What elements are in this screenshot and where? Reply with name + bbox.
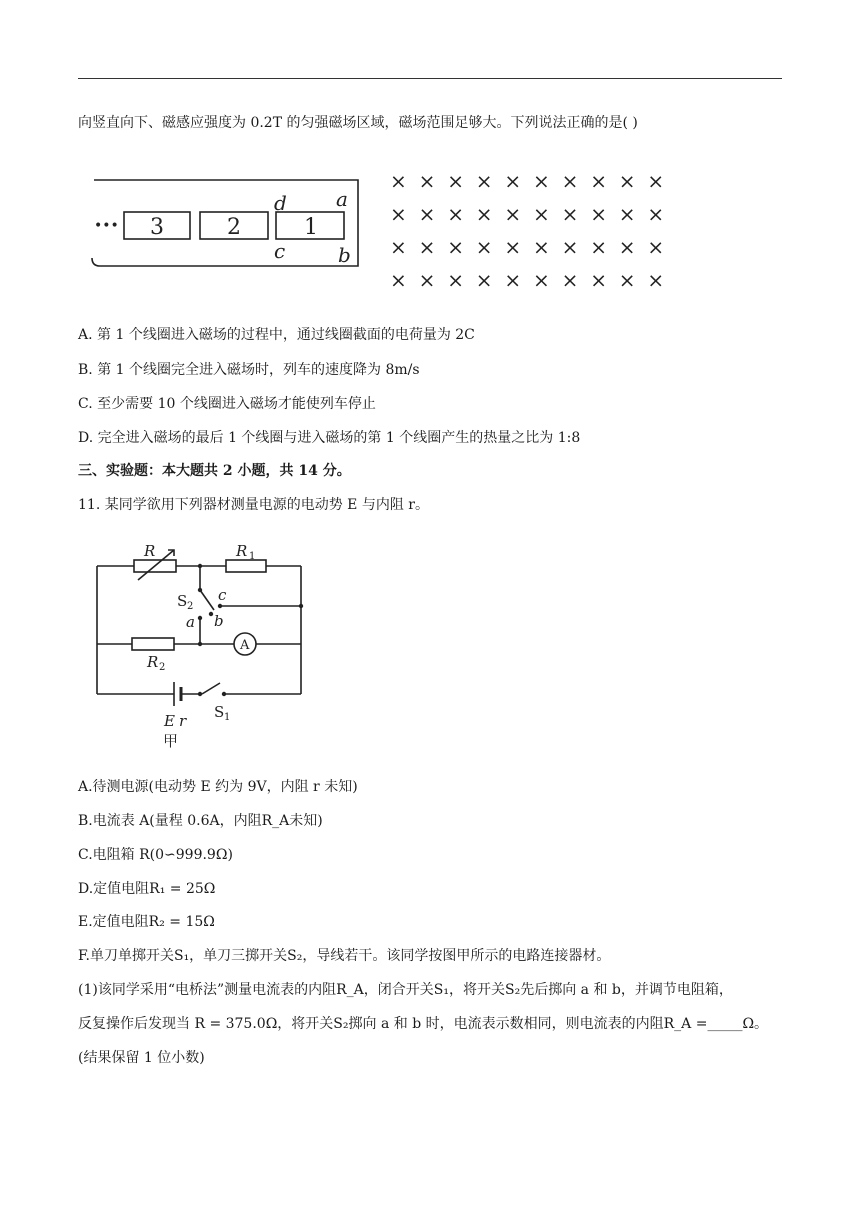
- question-intro-line: 向竖直向下、磁感应强度为 0.2T 的匀强磁场区域，磁场范围足够大。下列说法正确的是( ): [78, 115, 638, 131]
- equipment-d: D.定值电阻R₁ = 25Ω: [78, 881, 216, 897]
- field-cross: ×: [418, 268, 436, 292]
- equipment-c: C.电阻箱 R(0∽999.9Ω): [78, 847, 233, 863]
- label-S2: S: [177, 592, 188, 610]
- field-cross: ×: [447, 169, 464, 193]
- label-R2-sub: 2: [159, 662, 166, 673]
- field-cross: ×: [504, 268, 522, 292]
- train-coil-figure: [88, 172, 368, 272]
- label-R1: R: [236, 542, 248, 560]
- field-cross: ×: [590, 169, 607, 193]
- field-cross: ×: [390, 235, 407, 259]
- field-cross: ×: [418, 169, 436, 193]
- field-cross: ×: [475, 268, 493, 292]
- part1-line-1: (1)该同学采用“电桥法”测量电流表的内阻R_A，闭合开关S₁，将开关S₂先后掷向 a 和 b，并调节电阻箱，: [78, 982, 733, 998]
- label-E: E: [164, 712, 175, 730]
- label-S1-sub: 1: [224, 712, 231, 723]
- label-a: a: [186, 613, 195, 631]
- field-cross: ×: [418, 202, 436, 226]
- field-cross: ×: [504, 169, 522, 193]
- field-cross: ×: [504, 235, 522, 259]
- train-ellipsis: •••: [94, 218, 119, 234]
- field-cross: ×: [618, 202, 636, 226]
- field-cross: ×: [475, 202, 493, 226]
- field-cross: ×: [647, 235, 665, 259]
- field-cross: ×: [533, 169, 550, 193]
- field-cross: ×: [533, 268, 550, 292]
- corner-label-c: c: [274, 239, 286, 263]
- label-S2-sub: 2: [187, 601, 194, 612]
- coil-1-label: 1: [304, 215, 318, 240]
- field-cross: ×: [561, 169, 579, 193]
- option-a: A. 第 1 个线圈进入磁场的过程中，通过线圈截面的电荷量为 2C: [78, 327, 475, 343]
- question-11: 11. 某同学欲用下列器材测量电源的电动势 E 与内阻 r。: [78, 497, 429, 513]
- field-cross: ×: [390, 202, 407, 226]
- option-b: B. 第 1 个线圈完全进入磁场时，列车的速度降为 8m/s: [78, 362, 420, 378]
- corner-label-b: b: [338, 243, 351, 267]
- field-cross: ×: [475, 169, 493, 193]
- field-cross: ×: [390, 169, 407, 193]
- label-R2: R: [147, 653, 159, 671]
- label-S1: S: [214, 703, 225, 721]
- label-b: b: [214, 612, 224, 630]
- field-cross: ×: [618, 235, 636, 259]
- circuit-diagram: [88, 536, 318, 754]
- magnetic-field-figure: [386, 168, 672, 292]
- field-cross: ×: [590, 268, 607, 292]
- field-cross: ×: [647, 202, 665, 226]
- equipment-f: F.单刀单掷开关S₁，单刀三掷开关S₂，导线若干。该同学按图甲所示的电路连接器材。: [78, 948, 611, 964]
- field-cross: ×: [475, 235, 493, 259]
- resistor-R1: [226, 560, 266, 572]
- resistor-R2: [132, 638, 174, 650]
- option-c: C. 至少需要 10 个线圈进入磁场才能使列车停止: [78, 396, 376, 412]
- option-d: D. 完全进入磁场的最后 1 个线圈与进入磁场的第 1 个线圈产生的热量之比为 1:8: [78, 430, 581, 446]
- label-R: R: [144, 542, 156, 560]
- field-cross: ×: [504, 202, 522, 226]
- part1-line-2: 反复操作后发现当 R = 375.0Ω，将开关S₂掷向 a 和 b 时，电流表示数相同，则电流表的内阻R_A =_____Ω。: [78, 1016, 769, 1032]
- label-r: r: [179, 712, 187, 730]
- figure-caption: 甲: [163, 732, 179, 750]
- field-cross: ×: [447, 268, 464, 292]
- label-c: c: [218, 586, 227, 604]
- section-heading: 三、实验题：本大题共 2 小题，共 14 分。: [78, 463, 351, 479]
- label-R1-sub: 1: [249, 551, 256, 562]
- field-cross: ×: [618, 169, 636, 193]
- equipment-a: A.待测电源(电动势 E 约为 9V，内阻 r 未知): [78, 779, 358, 795]
- field-cross: ×: [533, 235, 550, 259]
- field-cross: ×: [647, 169, 665, 193]
- field-cross: ×: [447, 235, 464, 259]
- ammeter-label: A: [240, 638, 250, 653]
- field-cross: ×: [561, 202, 579, 226]
- equipment-b: B.电流表 A(量程 0.6A，内阻R_A未知): [78, 813, 323, 829]
- part1-line-3: (结果保留 1 位小数): [78, 1050, 205, 1066]
- field-cross: ×: [418, 235, 436, 259]
- corner-label-a: a: [336, 187, 348, 211]
- equipment-e: E.定值电阻R₂ = 15Ω: [78, 914, 215, 930]
- field-cross: ×: [561, 235, 579, 259]
- coil-3-label: 3: [150, 215, 164, 240]
- field-cross: ×: [390, 268, 407, 292]
- field-cross: ×: [561, 268, 579, 292]
- header-rule: [78, 78, 782, 79]
- field-cross: ×: [447, 202, 464, 226]
- field-cross: ×: [590, 235, 607, 259]
- field-cross: ×: [590, 202, 607, 226]
- field-cross: ×: [647, 268, 665, 292]
- coil-2-label: 2: [227, 215, 241, 240]
- field-cross: ×: [533, 202, 550, 226]
- corner-label-d: d: [274, 191, 287, 215]
- field-cross: ×: [618, 268, 636, 292]
